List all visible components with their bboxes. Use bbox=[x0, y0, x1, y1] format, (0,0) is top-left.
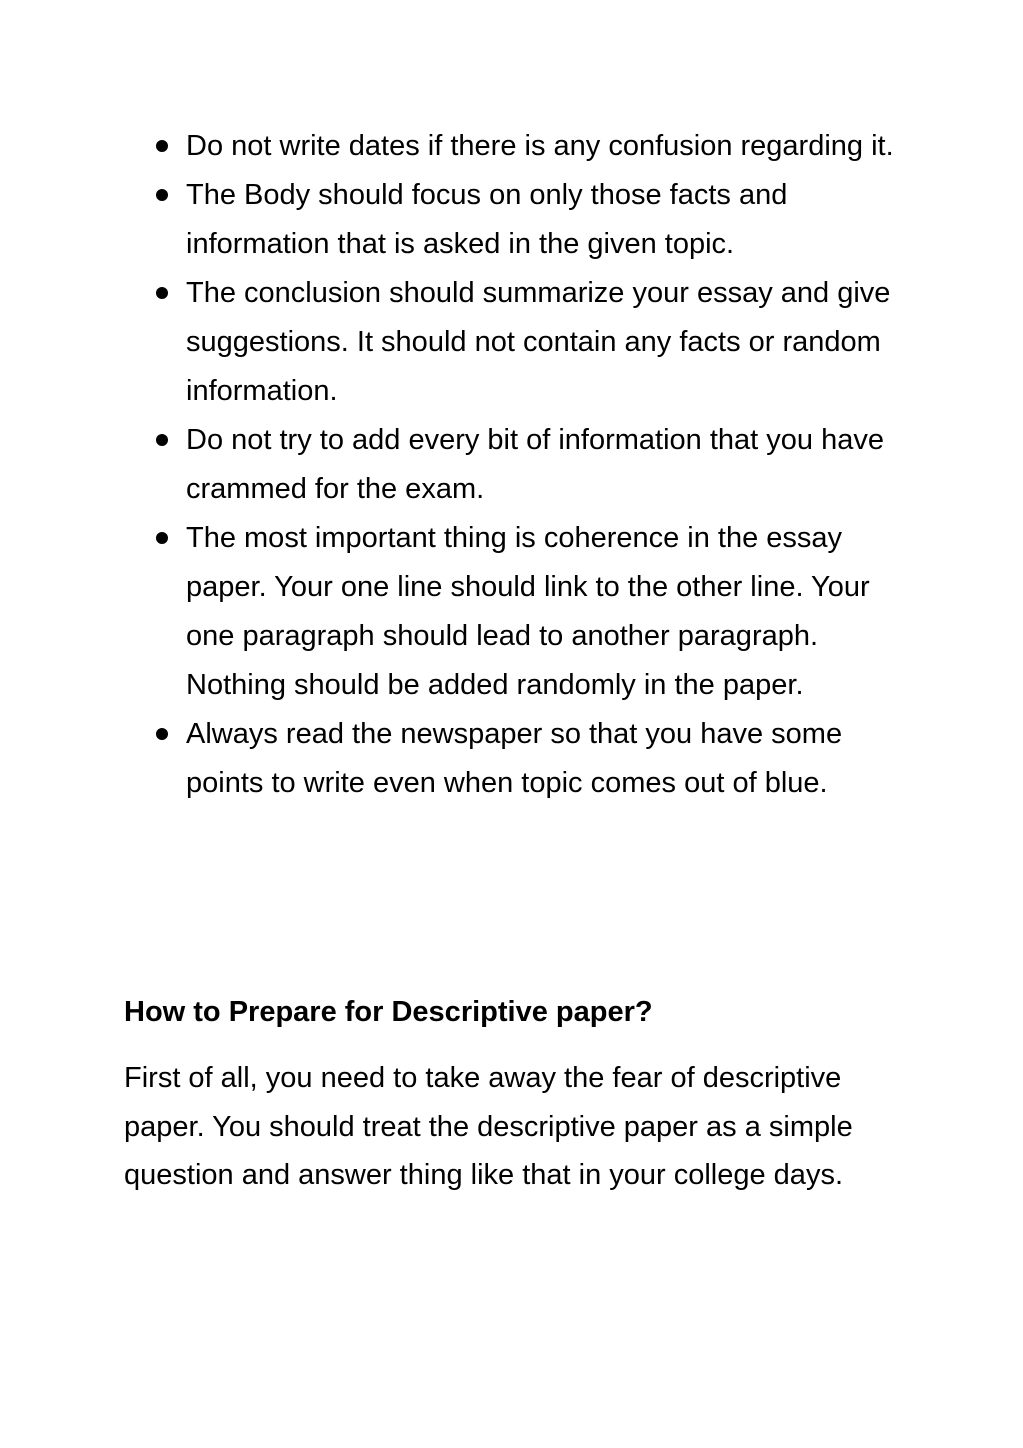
bullet-text: Do not try to add every bit of information that you have crammed for the exam. bbox=[186, 424, 884, 505]
bullet-text: Do not write dates if there is any confusion regarding it. bbox=[186, 130, 894, 162]
list-item bbox=[0, 122, 901, 171]
list-item bbox=[0, 171, 901, 269]
section-heading: How to Prepare for Descriptive paper? bbox=[124, 996, 653, 1028]
list-item bbox=[0, 416, 901, 514]
bullet-icon bbox=[156, 532, 168, 544]
list-item bbox=[0, 710, 901, 808]
bullet-icon bbox=[156, 728, 168, 740]
bullet-icon bbox=[156, 189, 168, 201]
bullet-text: The conclusion should summarize your essay and give suggestions. It should not contain any facts or random information. bbox=[186, 277, 891, 407]
bullet-text: Always read the newspaper so that you have some points to write even when topic comes out of blue. bbox=[186, 718, 843, 799]
bullet-icon bbox=[156, 434, 168, 446]
bullet-text: The Body should focus on only those facts and information that is asked in the given topic. bbox=[186, 179, 788, 260]
body-paragraph: First of all, you need to take away the fear of descriptive paper. You should treat the descriptive paper as a simple question and answer thing like that in your college days. bbox=[124, 1062, 853, 1191]
bullet-list bbox=[0, 122, 1023, 808]
bullet-icon bbox=[156, 287, 168, 299]
bullet-icon bbox=[156, 140, 168, 152]
list-item bbox=[0, 269, 901, 416]
list-item bbox=[0, 514, 901, 710]
bullet-text: The most important thing is coherence in the essay paper. Your one line should link to the other line. Your one paragraph should lead to another paragraph. Nothing should be added randomly in the paper. bbox=[186, 522, 870, 701]
